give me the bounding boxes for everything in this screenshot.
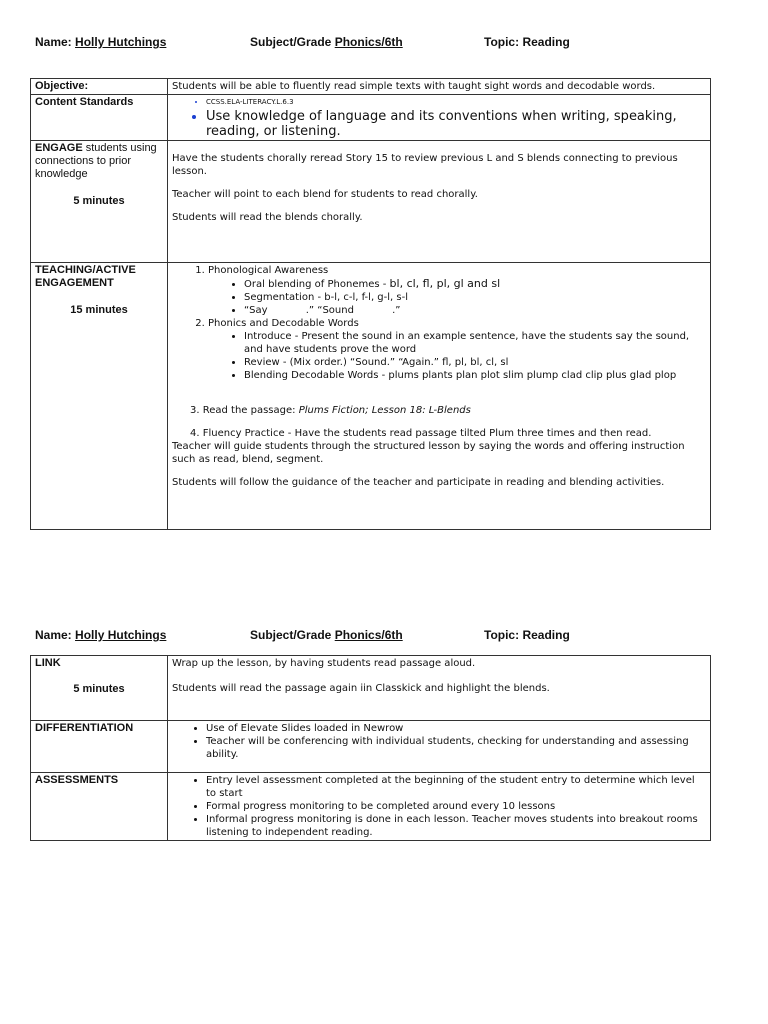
standard-text: • Use knowledge of language and its conventions when writing, speaking, reading, or listening. [206, 109, 706, 139]
content-standards-row [31, 95, 711, 141]
step-phonics: 2. Phonics and Decodable Words • Introduce - Present the sound in an example sentence, have the students say the sound, and have students prove the word • Review - (Mix order.) “Sound.” “Again.” fl, pl, bl, cl, sl • Blending Decodable Words - plums plants plan plot slim plump clad clip plus glad plop [208, 317, 706, 382]
link-cell [168, 656, 711, 721]
differentiation-item: • Use of Elevate Slides loaded in Newrow [206, 722, 706, 735]
teacher-name: Holly Hutchings [75, 628, 167, 642]
topic-field: Topic: Reading [484, 628, 570, 642]
assessments-label: ASSESSMENTS [31, 773, 168, 841]
teaching-row [31, 263, 711, 530]
engage-paragraph: Have the students chorally reread Story 15 to review previous L and S blends connecting to previous lesson. [172, 153, 678, 177]
differentiation-row [31, 721, 711, 773]
engage-time: 5 minutes [73, 195, 125, 207]
subject-value: Phonics/6th [334, 628, 403, 642]
name-label: Name: [35, 628, 72, 642]
engage-row [31, 141, 711, 263]
engage-paragraph: Students will read the blends chorally. [172, 212, 363, 223]
objective-row [31, 79, 711, 95]
assessment-item: • Informal progress monitoring is done in each lesson. Teacher moves students into breakout rooms listening to independent reading. [206, 813, 706, 839]
teaching-paragraph: Teacher will guide students through the structured lesson by saying the words and offering instruction such as read, blend, segment. [172, 441, 685, 465]
standard-code: • CCSS.ELA-LITERACY.L.6.3 [206, 96, 706, 109]
assessments-list [172, 774, 706, 839]
substep: • Oral blending of Phonemes - bl, cl, fl, pl, gl and sl [244, 277, 706, 291]
subject-field [250, 628, 403, 642]
teaching-paragraph: Students will follow the guidance of the teacher and participate in reading and blending activities. [172, 477, 665, 488]
objective-text: Students will be able to fluently read simple texts with taught sight words and decodable words. [168, 79, 711, 95]
topic-field: Topic: Reading [484, 35, 570, 49]
blend-list: bl, cl, fl, pl, gl and sl [389, 277, 501, 290]
subject-label: Subject/Grade [250, 35, 332, 49]
differentiation-list [172, 722, 706, 761]
objective-label: Objective: [31, 79, 168, 95]
step-phonological: 1. Phonological Awareness • Oral blending of Phonemes - bl, cl, fl, pl, gl and sl • Segmentation - b-l, c-l, f-l, g-l, s-l • “Say .” “Sound .” [208, 264, 706, 317]
lesson-plan-table-1 [30, 78, 711, 530]
engage-cell [168, 141, 711, 263]
teaching-cell [168, 263, 711, 530]
differentiation-cell [168, 721, 711, 773]
standards-list [172, 96, 706, 139]
content-standards-cell [168, 95, 711, 141]
subject-field [250, 35, 403, 49]
assessment-item: • Entry level assessment completed at the beginning of the student entry to determine which level to start [206, 774, 706, 800]
substep: • “Say .” “Sound .” [244, 304, 706, 317]
link-paragraph: Wrap up the lesson, by having students read passage aloud. [172, 658, 476, 669]
substep: • Introduce - Present the sound in an example sentence, have the students say the sound, and have students prove the word [244, 330, 706, 356]
content-standards-label: Content Standards [31, 95, 168, 141]
engage-label: ENGAGE students using connections to prior knowledge 5 minutes [31, 141, 168, 263]
subject-value: Phonics/6th [334, 35, 403, 49]
step-read-passage: 3. Read the passage: Plums Fiction; Lesson 18: L-Blends [190, 405, 471, 416]
name-field [35, 628, 166, 642]
assessments-row [31, 773, 711, 841]
subject-label: Subject/Grade [250, 628, 332, 642]
link-paragraph: Students will read the passage again iin Classkick and highlight the blends. [172, 683, 550, 694]
lesson-plan-table-2 [30, 655, 711, 841]
teaching-label: TEACHING/ACTIVE ENGAGEMENT 15 minutes [31, 263, 168, 530]
assessments-cell [168, 773, 711, 841]
link-label: LINK 5 minutes [31, 656, 168, 721]
link-row [31, 656, 711, 721]
phonics-substeps [208, 330, 706, 382]
assessment-item: • Formal progress monitoring to be completed around every 10 lessons [206, 800, 706, 813]
teaching-time: 15 minutes [70, 304, 128, 316]
teaching-steps [172, 264, 706, 382]
step-fluency: 4. Fluency Practice - Have the students read passage tilted Plum three times and then read. [190, 428, 652, 439]
phonological-substeps [208, 277, 706, 317]
substep: • Blending Decodable Words - plums plants plan plot slim plump clad clip plus glad plop [244, 369, 706, 382]
differentiation-item: • Teacher will be conferencing with individual students, checking for understanding and assessing ability. [206, 735, 706, 761]
substep: • Segmentation - b-l, c-l, f-l, g-l, s-l [244, 291, 706, 304]
name-field [35, 35, 166, 49]
name-label: Name: [35, 35, 72, 49]
substep: • Review - (Mix order.) “Sound.” “Again.” fl, pl, bl, cl, sl [244, 356, 706, 369]
differentiation-label: DIFFERENTIATION [31, 721, 168, 773]
teacher-name: Holly Hutchings [75, 35, 167, 49]
engage-paragraph: Teacher will point to each blend for students to read chorally. [172, 189, 478, 200]
link-time: 5 minutes [73, 683, 125, 695]
